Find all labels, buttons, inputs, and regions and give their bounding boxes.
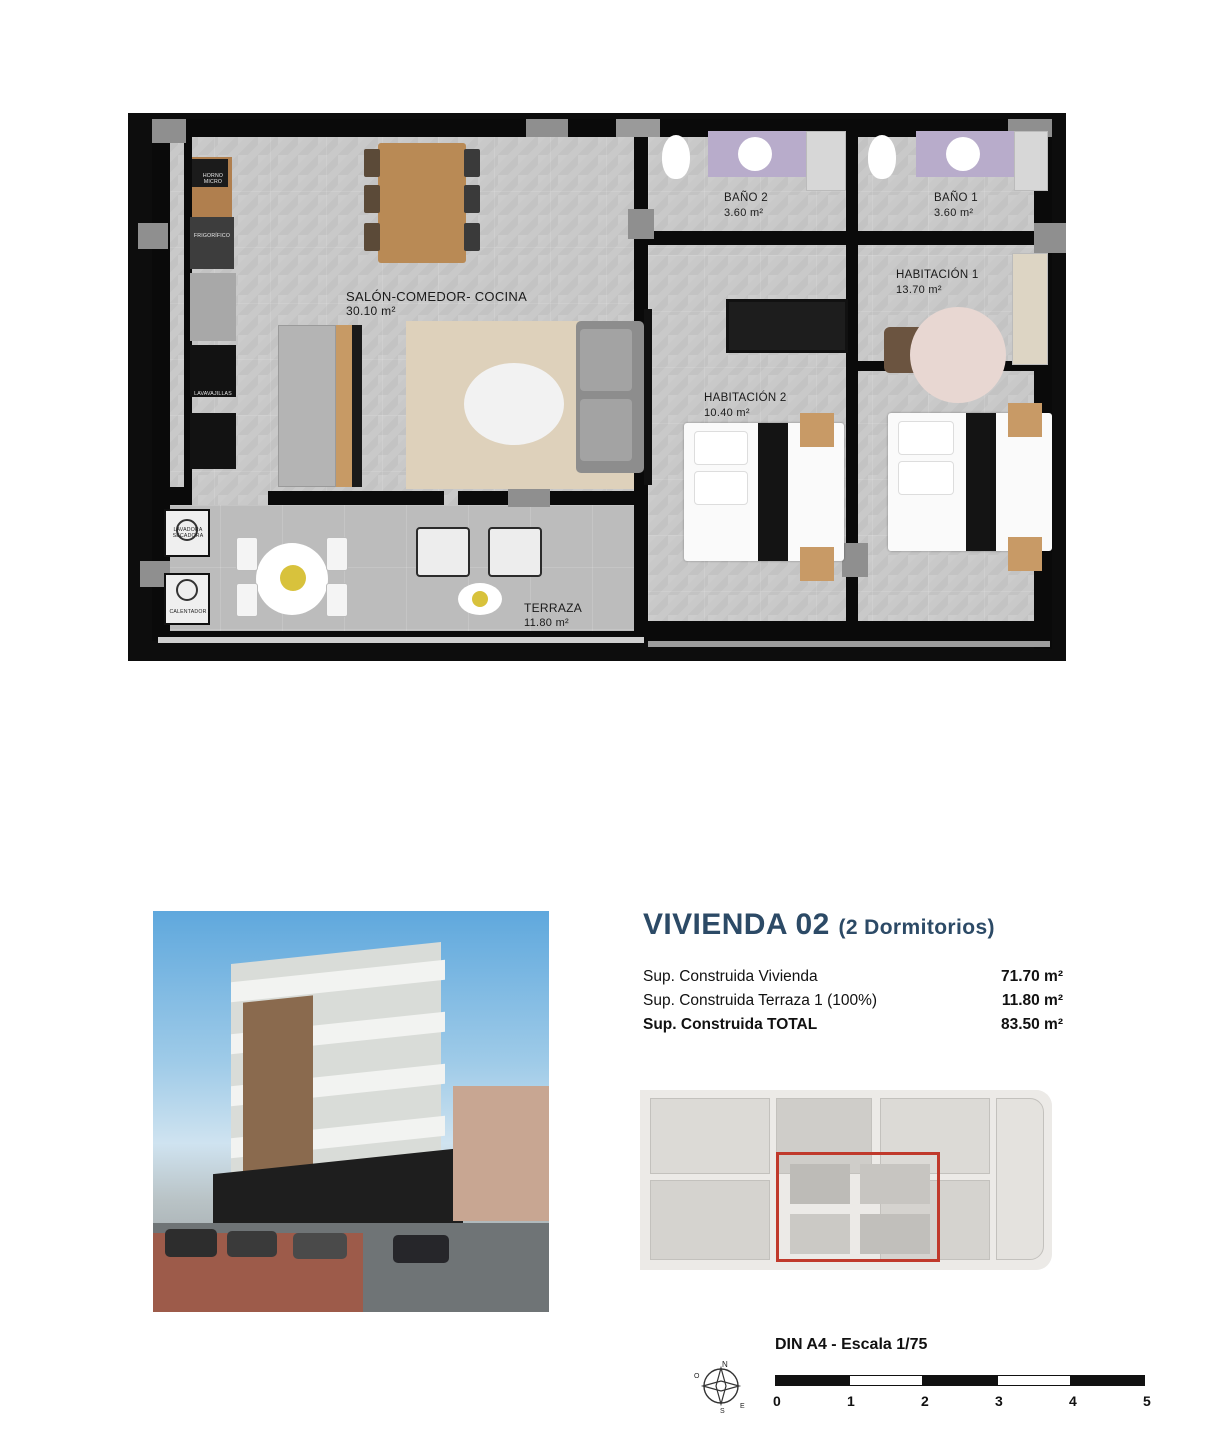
room-label-bano1 — [934, 191, 978, 221]
dining-table — [378, 143, 466, 263]
sofa-cushion-2 — [580, 399, 632, 461]
appliance-label-lavavajillas: LAVAVAJILLAS — [194, 391, 232, 397]
room-area-salon: 30.10 m² — [346, 304, 396, 318]
floor-plan — [128, 113, 1066, 661]
keyplan-detail-4 — [860, 1214, 930, 1254]
pillow-hab1-b — [898, 461, 954, 495]
scale-ticks — [765, 1393, 1155, 1411]
room-area-terraza: 11.80 m² — [524, 617, 569, 629]
ruler-seg-1 — [849, 1375, 923, 1386]
pillar-1 — [152, 119, 186, 143]
nightstand-hab2-b — [800, 547, 834, 581]
cooktop-icon — [190, 413, 236, 469]
tv-wall — [644, 309, 652, 485]
toilet-bano2 — [662, 135, 690, 179]
keyplan-detail-3 — [790, 1214, 850, 1254]
sofa-cushion-1 — [580, 329, 632, 391]
appliance-label-frigo: FRIGORÍFICO — [193, 233, 231, 239]
svg-text:N: N — [722, 1360, 728, 1369]
pillar-5 — [1034, 223, 1066, 253]
room-name-terraza: TERRAZA — [524, 601, 583, 615]
shower-bano1 — [1014, 131, 1048, 191]
nightstand-hab2-a — [800, 413, 834, 447]
ruler-tick-2: 2 — [921, 1393, 929, 1409]
ruler-tick-3: 3 — [995, 1393, 1003, 1409]
room-label-terraza — [524, 601, 582, 631]
pillow-hab1-a — [898, 421, 954, 455]
terrace-chair-1 — [236, 537, 258, 571]
shower-bano2 — [806, 131, 846, 191]
room-label-hab2 — [704, 391, 787, 421]
boiler-circle — [176, 579, 198, 601]
dining-chair-2 — [364, 185, 380, 213]
ruler-tick-5: 5 — [1143, 1393, 1151, 1409]
sink-bano2 — [738, 137, 772, 171]
room-area-bano2: 3.60 m² — [724, 207, 764, 219]
dining-chair-1 — [364, 149, 380, 177]
page-title — [643, 908, 995, 942]
room-name-bano1: BAÑO 1 — [934, 192, 978, 204]
scale-label: DIN A4 - Escala 1/75 — [775, 1336, 928, 1353]
pillar-6 — [138, 223, 168, 249]
compass-icon — [693, 1358, 749, 1414]
room-name-hab1: HABITACIÓN 1 — [896, 269, 979, 281]
ruler-tick-1: 1 — [847, 1393, 855, 1409]
toilet-bano1 — [868, 135, 896, 179]
room-name-hab2: HABITACIÓN 2 — [704, 392, 787, 404]
svg-text:E: E — [740, 1403, 745, 1410]
room-name-salon: SALÓN-COMEDOR- COCINA — [346, 289, 528, 304]
island-wood-edge — [336, 325, 352, 487]
spec-label-1: Sup. Construida Vivienda — [643, 968, 818, 985]
ruler-seg-4 — [1071, 1375, 1145, 1386]
building-brick-section — [243, 995, 313, 1172]
island-side — [352, 325, 362, 487]
ruler-tick-4: 4 — [1069, 1393, 1077, 1409]
spec-value-2: 11.80 m² — [1001, 992, 1063, 1009]
sink-bano1 — [946, 137, 980, 171]
appliance-label-lavadora: LAVADORA SECADORA — [172, 527, 204, 539]
svg-text:O: O — [694, 1373, 700, 1380]
pillow-hab2-b — [694, 471, 748, 505]
title-text: VIVIENDA 02 — [643, 908, 830, 941]
wall-living-bottom — [268, 491, 444, 505]
parked-car-3 — [293, 1233, 347, 1259]
keyplan-unit-b — [650, 1180, 770, 1260]
svg-text:S: S — [720, 1408, 725, 1414]
ruler-seg-2 — [923, 1375, 997, 1386]
pillar-9 — [508, 487, 550, 507]
bed-throw-hab1 — [966, 413, 996, 551]
wall-hab-mid-lower — [846, 363, 858, 641]
wall-bath-mid — [846, 119, 858, 247]
wall-kitchen-stub — [170, 487, 192, 505]
building-photo — [153, 911, 549, 1312]
terrace-centerpiece — [280, 565, 306, 591]
pillar-8 — [842, 543, 868, 577]
pillar-3 — [616, 119, 660, 137]
spec-row-1 — [643, 968, 1063, 986]
ruler-seg-3 — [997, 1375, 1071, 1386]
terrace-chair-4 — [326, 583, 348, 617]
title-suffix: (2 Dormitorios) — [838, 916, 995, 939]
wardrobe-hab1 — [1012, 253, 1048, 365]
keyplan-unit-a — [650, 1098, 770, 1174]
terrace-railing — [158, 637, 644, 643]
pillow-hab2-a — [694, 431, 748, 465]
dining-chair-5 — [464, 185, 480, 213]
round-rug-hab1 — [910, 307, 1006, 403]
dining-chair-3 — [364, 223, 380, 251]
terrace-chair-2 — [236, 583, 258, 617]
dining-chair-4 — [464, 149, 480, 177]
ruler-seg-0 — [775, 1375, 849, 1386]
room-label-bano2 — [724, 191, 768, 221]
kitchen-counter — [190, 273, 236, 341]
room-label-salon — [346, 289, 527, 319]
spec-label-3: Sup. Construida TOTAL — [643, 1016, 818, 1033]
keyplan-detail-2 — [860, 1164, 930, 1204]
terrace-armchair-1 — [416, 527, 470, 577]
spec-row-2 — [643, 992, 1063, 1010]
spec-label-2: Sup. Construida Terraza 1 (100%) — [643, 992, 878, 1009]
keyplan-detail-1 — [790, 1164, 850, 1204]
bedroom-exterior-edge — [648, 641, 1050, 647]
spec-value-3: 83.50 m² — [1000, 1016, 1063, 1033]
appliance-label-calentador: CALENTADOR — [169, 609, 207, 615]
wall-living-bottom-2 — [458, 491, 648, 505]
headboard-panel-hab2 — [726, 299, 848, 353]
ruler-tick-0: 0 — [773, 1393, 781, 1409]
parked-car-1 — [165, 1229, 217, 1257]
room-label-hab1 — [896, 268, 979, 298]
parked-car-2 — [227, 1231, 277, 1257]
terrace-chair-3 — [326, 537, 348, 571]
terrace-armchair-2 — [488, 527, 542, 577]
bed-throw-hab2 — [758, 423, 788, 561]
room-area-hab1: 13.70 m² — [896, 284, 942, 296]
pillar-2 — [526, 119, 568, 137]
room-area-bano1: 3.60 m² — [934, 207, 974, 219]
keyplan-unit-f — [996, 1098, 1044, 1260]
nightstand-hab1-a — [1008, 403, 1042, 437]
appliance-label-horno: HORNO MICRO — [202, 173, 224, 185]
room-area-hab2: 10.40 m² — [704, 407, 750, 419]
terrace-plant — [472, 591, 488, 607]
room-name-bano2: BAÑO 2 — [724, 192, 768, 204]
dishwasher-icon — [190, 345, 236, 397]
dining-chair-6 — [464, 223, 480, 251]
kitchen-island — [278, 325, 336, 487]
spec-value-1: 71.70 m² — [1000, 968, 1063, 985]
scale-ruler — [775, 1375, 1145, 1391]
nightstand-hab1-b — [1008, 537, 1042, 571]
coffee-table — [464, 363, 564, 445]
fridge-icon — [190, 217, 234, 269]
key-plan — [640, 1090, 1052, 1270]
adjacent-building — [453, 1086, 549, 1221]
parked-car-4 — [393, 1235, 449, 1263]
specs-table — [643, 968, 1063, 1040]
spec-row-3 — [643, 1016, 1063, 1034]
pillar-10 — [628, 209, 654, 239]
